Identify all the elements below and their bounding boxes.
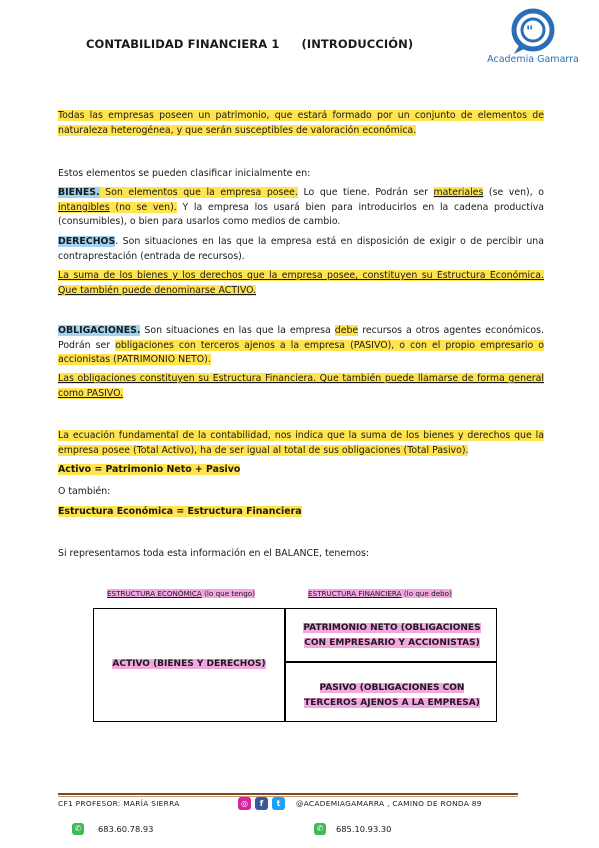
estructura-financiera-hint: (lo que debo) [401, 589, 452, 598]
intro-paragraph [58, 109, 544, 138]
pasivo-line1: PASIVO (OBLIGACIONES CON [319, 683, 465, 693]
obligaciones-paragraph [58, 324, 544, 368]
pasivo-line2: TERCEROS AJENOS A LA EMPRESA) [304, 698, 480, 708]
footer-address: @ACADEMIAGAMARRA , CAMINO DE RONDA 89 [296, 799, 482, 808]
estructura-economica-title: ESTRUCTURA ECONÓMICA [107, 589, 202, 598]
intro-text: Todas las empresas poseen un patrimonio, que estará formado por un conjunto de elementos de naturaleza heterogénea, y que serán susceptibles de valoración económica. [58, 110, 544, 136]
obligaciones-term: OBLIGACIONES. [58, 325, 141, 336]
estructura-financiera-title: ESTRUCTURA FINANCIERA [308, 589, 402, 598]
bienes-text-4: (se ven), o [483, 187, 544, 198]
footer-divider [58, 793, 518, 795]
speech-bubble-logo-icon [478, 8, 588, 56]
obligaciones-text-4: Podrán ser [58, 339, 116, 351]
twitter-icon[interactable]: t [272, 797, 285, 810]
instagram-icon[interactable]: ◎ [238, 797, 251, 810]
formula-estructura-text: Estructura Económica = Estructura Financiera [58, 506, 302, 517]
pasivo-note-text: Las obligaciones constituyen su Estructura Financiera. Que también puede llamarse de forma general como PASIVO. [58, 373, 544, 399]
phone-2: 685.10.93.30 [336, 824, 392, 834]
pasivo-cell [286, 681, 498, 711]
phone-1: 683.60.78.93 [98, 824, 154, 834]
bienes-term: BIENES. [58, 187, 100, 198]
bienes-materiales: materiales [433, 187, 484, 198]
formula-activo-text: Activo = Patrimonio Neto + Pasivo [58, 464, 241, 475]
whatsapp-icon[interactable]: ✆ [314, 823, 326, 835]
balance-table [93, 608, 497, 722]
ecuacion-paragraph [58, 429, 544, 458]
activo-cell [94, 657, 284, 672]
obligaciones-pasivo: obligaciones con terceros ajenos a la empresa (PASIVO) [115, 339, 392, 351]
derechos-paragraph [58, 235, 544, 264]
balance-intro: Si representamos toda esta información en el BALANCE, tenemos: [58, 548, 370, 559]
facebook-icon[interactable]: f [255, 797, 268, 810]
bienes-paragraph [58, 186, 544, 230]
formula-estructura [58, 505, 544, 520]
title-main: CONTABILIDAD FINANCIERA 1 [86, 37, 280, 51]
academy-logo [478, 8, 588, 70]
bienes-text-2: Lo que tiene. Podrán ser [297, 187, 434, 198]
activo-cell-text: ACTIVO (BIENES Y DERECHOS) [112, 659, 266, 669]
ecuacion-text: La ecuación fundamental de la contabilidad, nos indica que la suma de los bienes y derechos que la empresa posee (Total Activo), ha de ser igual al total de sus obligaciones (Total Pasivo). [58, 430, 544, 456]
whatsapp-icon[interactable]: ✆ [72, 823, 84, 835]
formula-activo [58, 463, 544, 478]
table-divider-horizontal [284, 661, 496, 663]
logo-text: Academia Gamarra [487, 54, 579, 65]
estructura-economica-label [107, 589, 255, 598]
estructura-economica-hint: (lo que tengo) [201, 589, 255, 598]
classify-paragraph: Estos elementos se pueden clasificar inicialmente en: [58, 168, 311, 179]
derechos-text: . Son situaciones en las que la empresa está en disposición de exigir o de percibir una contraprestación (entrada de recursos). [58, 236, 544, 262]
patrimonio-neto-line2: CON EMPRESARIO Y ACCIONISTAS) [304, 638, 480, 648]
obligaciones-text-3: recursos a otros agentes económicos. [358, 325, 544, 336]
obligaciones-debe: debe [334, 325, 359, 336]
obligaciones-text-6: , o con el propio empresario o accionistas (PATRIMONIO NETO). [58, 339, 544, 366]
pasivo-note-paragraph [58, 372, 544, 401]
svg-text:": " [526, 24, 534, 40]
title-subtitle: (INTRODUCCIÓN) [301, 37, 414, 51]
bienes-text-1: Son elementos que la empresa posee. [99, 187, 298, 198]
footer-professor: CF1 PROFESOR: MARÍA SIERRA [58, 799, 180, 808]
otambien-text: O también: [58, 486, 111, 497]
bienes-text-6: (no se ven). [109, 201, 177, 213]
estructura-financiera-label [308, 589, 452, 598]
activo-note-text: La suma de los bienes y los derechos que la empresa posee, constituyen su Estructura Económica. Que también puede denominarse ACTIVO. [58, 270, 544, 296]
bienes-intangibles: intangibles [58, 201, 110, 213]
footer-divider-thin [58, 796, 518, 797]
bienes-text-7: Y la empresa los usará bien para introducirlos en la cadena productiva (consumibles), o bien para usarlos como medios de cambio. [58, 201, 544, 228]
page-title [86, 37, 413, 51]
obligaciones-text-1: Son situaciones en las que la empresa [140, 325, 335, 336]
patrimonio-neto-cell [286, 621, 498, 651]
derechos-term: DERECHOS [58, 236, 116, 247]
activo-note-paragraph [58, 269, 544, 298]
patrimonio-neto-line1: PATRIMONIO NETO (OBLIGACIONES [303, 623, 481, 633]
